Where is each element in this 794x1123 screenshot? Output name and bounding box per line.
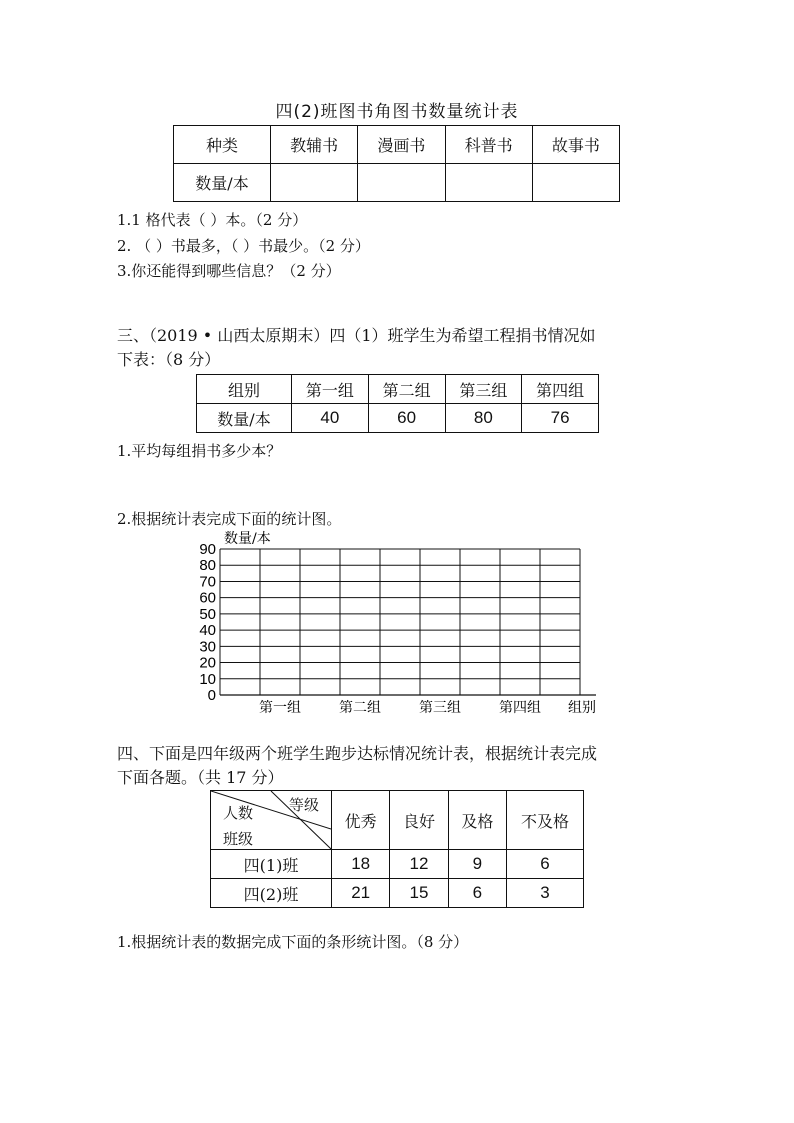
answer-cell[interactable] — [358, 164, 445, 202]
table-row — [211, 791, 584, 850]
row-label: 数量/本 — [197, 404, 292, 433]
question-2-2: 2. （ ）书最多，（ ）书最少。（2 分） — [117, 237, 370, 255]
section-3-intro-line1: 三、（2019 • 山西太原期末）四（1）班学生为希望工程捐书情况如 — [117, 326, 596, 345]
table-row — [174, 164, 620, 202]
value-cell: 9 — [448, 850, 506, 879]
x-category-label: 第三组 — [419, 700, 461, 716]
header-cell: 第一组 — [292, 375, 369, 404]
answer-cell[interactable] — [271, 164, 358, 202]
row-label: 四(2)班 — [211, 879, 332, 908]
value-cell: 76 — [522, 404, 599, 433]
value-cell: 15 — [390, 879, 448, 908]
table-row — [197, 375, 599, 404]
y-tick-label: 20 — [199, 654, 216, 672]
blank-bar-chart[interactable] — [0, 525, 794, 725]
corner-top-label: 等级 — [289, 796, 320, 814]
chart-grid — [220, 549, 596, 695]
x-category-label: 第四组 — [499, 700, 541, 716]
header-cell: 第四组 — [522, 375, 599, 404]
y-axis-ticks — [199, 541, 216, 704]
question-2-1: 1.1 格代表（ ）本。（2 分） — [117, 211, 308, 229]
answer-cell[interactable] — [532, 164, 619, 202]
corner-cell — [211, 791, 332, 850]
value-cell: 21 — [332, 879, 390, 908]
header-cell: 优秀 — [332, 791, 390, 850]
x-category-label: 第二组 — [339, 700, 381, 716]
header-cell: 组别 — [197, 375, 292, 404]
library-table — [173, 125, 620, 202]
answer-cell[interactable] — [445, 164, 532, 202]
table-row — [174, 126, 620, 164]
header-cell: 教辅书 — [271, 126, 358, 164]
question-3-2: 2.根据统计表完成下面的统计图。 — [117, 510, 342, 528]
header-cell: 第三组 — [445, 375, 522, 404]
table-row — [197, 404, 599, 433]
row-label: 四(1)班 — [211, 850, 332, 879]
y-tick-label: 90 — [199, 541, 216, 558]
header-cell: 故事书 — [532, 126, 619, 164]
y-tick-label: 50 — [199, 605, 216, 623]
header-cell: 良好 — [390, 791, 448, 850]
value-cell: 40 — [292, 404, 369, 433]
value-cell: 6 — [448, 879, 506, 908]
question-4-1: 1.根据统计表的数据完成下面的条形统计图。（8 分） — [117, 933, 469, 951]
value-cell: 18 — [332, 850, 390, 879]
x-axis-label: 组别 — [568, 700, 596, 716]
table-row — [211, 850, 584, 879]
x-axis-labels — [259, 700, 541, 716]
value-cell: 60 — [368, 404, 445, 433]
section-3-intro-line2: 下表：（8 分） — [117, 350, 221, 369]
y-tick-label: 80 — [199, 557, 216, 575]
question-3-1: 1.平均每组捐书多少本？ — [117, 442, 282, 460]
y-tick-label: 70 — [199, 573, 216, 591]
y-tick-label: 30 — [199, 638, 216, 656]
corner-mid-label: 人数 — [223, 804, 254, 822]
y-tick-label: 60 — [199, 589, 216, 607]
row-label: 数量/本 — [174, 164, 271, 202]
running-table — [210, 790, 584, 908]
value-cell: 12 — [390, 850, 448, 879]
header-cell: 第二组 — [368, 375, 445, 404]
question-2-3: 3.你还能得到哪些信息？（2 分） — [117, 262, 341, 280]
header-cell: 科普书 — [445, 126, 532, 164]
table-title-library: 四(2)班图书角图书数量统计表 — [275, 102, 519, 122]
y-tick-label: 0 — [207, 687, 216, 704]
y-tick-label: 40 — [199, 622, 216, 640]
value-cell: 80 — [445, 404, 522, 433]
y-axis-label: 数量/本 — [224, 531, 271, 547]
section-4-intro-line1: 四、下面是四年级两个班学生跑步达标情况统计表，根据统计表完成 — [117, 744, 598, 763]
section-4-intro-line2: 下面各题。（共 17 分） — [117, 768, 284, 787]
x-category-label: 第一组 — [259, 700, 301, 716]
header-cell: 及格 — [448, 791, 506, 850]
header-cell: 漫画书 — [358, 126, 445, 164]
value-cell: 3 — [507, 879, 584, 908]
header-cell: 不及格 — [507, 791, 584, 850]
y-tick-label: 10 — [199, 670, 216, 688]
table-row — [211, 879, 584, 908]
donation-table — [196, 374, 599, 433]
header-cell: 种类 — [174, 126, 271, 164]
value-cell: 6 — [507, 850, 584, 879]
corner-bottom-label: 班级 — [223, 830, 254, 848]
